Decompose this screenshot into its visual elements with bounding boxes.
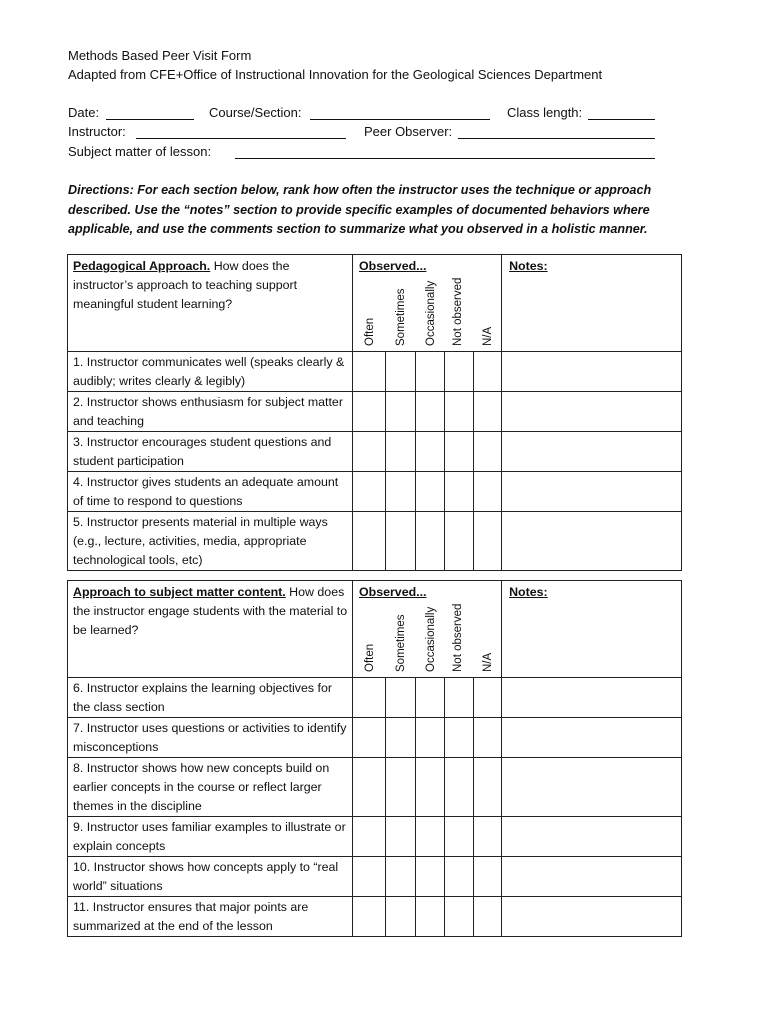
rating-occasionally-cell[interactable]: [416, 897, 445, 937]
rating-often-cell[interactable]: [353, 472, 386, 512]
class-length-label: Class length:: [507, 105, 583, 120]
subject-matter-field[interactable]: [235, 158, 655, 159]
section-header-row: [68, 255, 682, 352]
section-prompt: How does the instructor’s approach to teaching support meaningful student learning?: [73, 259, 298, 311]
section-title: Approach to subject matter content.: [73, 585, 286, 599]
table-row: [68, 718, 682, 758]
rating-na-cell[interactable]: [474, 392, 502, 432]
rating-occasionally-cell[interactable]: [416, 718, 445, 758]
rating-often-cell[interactable]: [353, 432, 386, 472]
section-header-row: [68, 581, 682, 678]
observed-label: Observed...: [359, 585, 427, 599]
table-row: [68, 392, 682, 432]
rating-often-cell[interactable]: [353, 352, 386, 392]
rating-not-observed-cell[interactable]: [445, 857, 474, 897]
table-row: [68, 817, 682, 857]
instructor-field[interactable]: [136, 138, 346, 139]
field-row-instructor: [68, 124, 668, 142]
notes-cell[interactable]: [502, 758, 682, 817]
peer-observer-label: Peer Observer:: [364, 124, 453, 139]
date-field[interactable]: [106, 119, 194, 120]
rating-na-cell[interactable]: [474, 758, 502, 817]
notes-header: [502, 255, 682, 352]
rating-sometimes-cell[interactable]: [386, 817, 416, 857]
notes-label: Notes:: [509, 259, 548, 273]
rating-sometimes-cell[interactable]: [386, 678, 416, 718]
class-length-field[interactable]: [588, 119, 655, 120]
table-row: [68, 857, 682, 897]
rating-occasionally-cell[interactable]: [416, 678, 445, 718]
notes-cell[interactable]: [502, 352, 682, 392]
notes-header: [502, 581, 682, 678]
rating-sometimes-cell[interactable]: [386, 432, 416, 472]
criterion-text: 5. Instructor presents material in multiple ways (e.g., lecture, activities, media, appropriate technological tools, etc): [68, 512, 353, 571]
rating-occasionally-cell[interactable]: [416, 392, 445, 432]
notes-cell[interactable]: [502, 512, 682, 571]
rating-na-cell[interactable]: [474, 432, 502, 472]
notes-cell[interactable]: [502, 857, 682, 897]
rating-na-cell[interactable]: [474, 817, 502, 857]
table-row: [68, 678, 682, 718]
table-row: [68, 512, 682, 571]
course-section-field[interactable]: [310, 119, 490, 120]
rating-often-label: Often: [364, 643, 376, 672]
rating-na-cell[interactable]: [474, 857, 502, 897]
rating-often-cell[interactable]: [353, 857, 386, 897]
rating-often-cell[interactable]: [353, 758, 386, 817]
form-title: Methods Based Peer Visit Form: [68, 48, 252, 63]
directions-text: Directions: For each section below, rank how often the instructor uses the technique or approach described. Use the “notes” section to provide specific examples of documented behaviors where applicable, and use the comments section to summarize what you observed in a holistic manner.: [68, 183, 652, 236]
observed-header: [353, 255, 502, 352]
subject-matter-label: Subject matter of lesson:: [68, 144, 212, 159]
rating-often-cell[interactable]: [353, 718, 386, 758]
rating-occasionally-cell[interactable]: [416, 758, 445, 817]
date-label: Date:: [68, 105, 100, 120]
field-row-subject: [68, 144, 668, 162]
table-row: [68, 352, 682, 392]
notes-cell[interactable]: [502, 718, 682, 758]
notes-cell[interactable]: [502, 392, 682, 432]
rating-not-observed-cell[interactable]: [445, 817, 474, 857]
criterion-text: 2. Instructor shows enthusiasm for subject matter and teaching: [68, 392, 353, 432]
criterion-text: 7. Instructor uses questions or activities to identify misconceptions: [68, 718, 353, 758]
rating-not-observed-cell[interactable]: [445, 897, 474, 937]
rating-often-cell[interactable]: [353, 512, 386, 571]
notes-cell[interactable]: [502, 432, 682, 472]
criterion-text: 11. Instructor ensures that major points are summarized at the end of the lesson: [68, 897, 353, 937]
rating-occasionally-cell[interactable]: [416, 857, 445, 897]
section-title: Pedagogical Approach.: [73, 259, 211, 273]
rating-not-observed-cell[interactable]: [445, 352, 474, 392]
observed-label: Observed...: [359, 259, 427, 273]
rating-occasionally-cell[interactable]: [416, 512, 445, 571]
notes-cell[interactable]: [502, 817, 682, 857]
rating-occasionally-cell[interactable]: [416, 432, 445, 472]
rating-not-observed-cell[interactable]: [445, 718, 474, 758]
rating-not-observed-label: Not observed: [452, 277, 464, 346]
rating-na-cell[interactable]: [474, 512, 502, 571]
rating-sometimes-label: Sometimes: [395, 614, 407, 672]
table-row: [68, 897, 682, 937]
criterion-text: 8. Instructor shows how new concepts build on earlier concepts in the course or reflect larger themes in the discipline: [68, 758, 353, 817]
rating-occasionally-cell[interactable]: [416, 352, 445, 392]
rating-sometimes-cell[interactable]: [386, 718, 416, 758]
course-section-label: Course/Section:: [209, 105, 302, 120]
rating-sometimes-cell[interactable]: [386, 857, 416, 897]
section-header-cell: [68, 255, 353, 352]
rating-na-label: N/A: [482, 326, 494, 346]
criterion-text: 10. Instructor shows how concepts apply to “real world” situations: [68, 857, 353, 897]
rating-not-observed-cell[interactable]: [445, 512, 474, 571]
observed-header: [353, 581, 502, 678]
rating-not-observed-cell[interactable]: [445, 472, 474, 512]
rating-occasionally-cell[interactable]: [416, 817, 445, 857]
rating-often-cell[interactable]: [353, 817, 386, 857]
criterion-text: 4. Instructor gives students an adequate amount of time to respond to questions: [68, 472, 353, 512]
rating-not-observed-cell[interactable]: [445, 678, 474, 718]
section-prompt: How does the instructor engage students with the material to be learned?: [73, 585, 348, 637]
criterion-text: 1. Instructor communicates well (speaks clearly & audibly; writes clearly & legibly): [68, 352, 353, 392]
rating-na-cell[interactable]: [474, 678, 502, 718]
table-row: [68, 432, 682, 472]
section-table-subject-matter: [67, 580, 682, 937]
rating-often-cell[interactable]: [353, 678, 386, 718]
notes-label: Notes:: [509, 585, 548, 599]
rating-sometimes-label: Sometimes: [395, 288, 407, 346]
rating-occasionally-label: Occasionally: [425, 606, 437, 672]
rating-sometimes-cell[interactable]: [386, 352, 416, 392]
rating-sometimes-cell[interactable]: [386, 392, 416, 432]
criterion-text: 6. Instructor explains the learning objectives for the class section: [68, 678, 353, 718]
rating-not-observed-cell[interactable]: [445, 758, 474, 817]
rating-sometimes-cell[interactable]: [386, 512, 416, 571]
rating-na-cell[interactable]: [474, 472, 502, 512]
notes-cell[interactable]: [502, 897, 682, 937]
criterion-text: 9. Instructor uses familiar examples to illustrate or explain concepts: [68, 817, 353, 857]
criterion-text: 3. Instructor encourages student questions and student participation: [68, 432, 353, 472]
rating-not-observed-cell[interactable]: [445, 432, 474, 472]
instructor-label: Instructor:: [68, 124, 126, 139]
section-table-pedagogical: [67, 254, 682, 571]
rating-sometimes-cell[interactable]: [386, 472, 416, 512]
rating-not-observed-cell[interactable]: [445, 392, 474, 432]
rating-na-cell[interactable]: [474, 352, 502, 392]
notes-cell[interactable]: [502, 472, 682, 512]
notes-cell[interactable]: [502, 678, 682, 718]
rating-not-observed-label: Not observed: [452, 603, 464, 672]
field-row-date: [68, 105, 668, 123]
rating-often-label: Often: [364, 317, 376, 346]
rating-occasionally-label: Occasionally: [425, 280, 437, 346]
table-row: [68, 472, 682, 512]
table-row: [68, 758, 682, 817]
peer-observer-field[interactable]: [458, 138, 655, 139]
rating-often-cell[interactable]: [353, 392, 386, 432]
rating-sometimes-cell[interactable]: [386, 758, 416, 817]
form-subtitle: Adapted from CFE+Office of Instructional Innovation for the Geological Sciences Department: [68, 67, 603, 82]
rating-occasionally-cell[interactable]: [416, 472, 445, 512]
rating-na-label: N/A: [482, 652, 494, 672]
rating-sometimes-cell[interactable]: [386, 897, 416, 937]
rating-often-cell[interactable]: [353, 897, 386, 937]
section-header-cell: [68, 581, 353, 678]
rating-na-cell[interactable]: [474, 897, 502, 937]
rating-na-cell[interactable]: [474, 718, 502, 758]
